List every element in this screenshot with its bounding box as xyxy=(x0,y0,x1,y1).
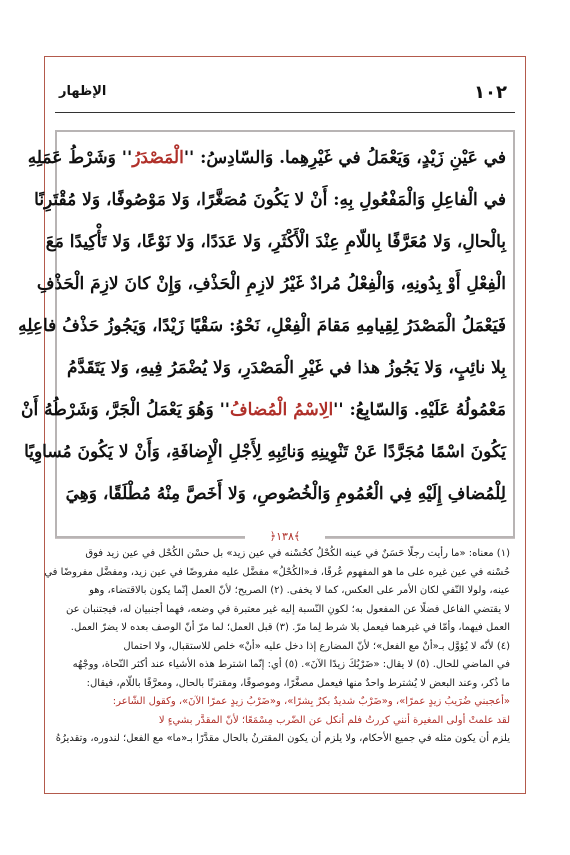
footnote-line: يلزم أن يكون مثله في جميع الأحكام، ولا يلزم أن يكون المقترنُ بالحال مقدَّرًا بـ«ما» مع الفعل؛ لندوره، وتقديرُهُ xyxy=(55,733,510,744)
main-line: في عَيْنِ زَيْدٍ، وَيَعْمَلُ في غَيْرِهِما. وَالسّادِسُ: ''الْمَصْدَرُ'' وَشَرْطُ عَمَلِهِ xyxy=(27,148,506,168)
footnote-line: (١) معناه: «ما رأيت رجلًا حَسَنٌ في عينه الكُحْلُ كحُسْنه في عين زيد» بل حسْن الكُحْل في عين زيد فوق xyxy=(85,548,510,559)
footnote-line-example: «أعجبني ضُرَيبُ زيدٍ عمرًا»، و«ضَرْبٌ شديدٌ بكرٌ بِشرًا»، و«ضَرْبُ زيدٍ عمرًا الآنَ»، وكقول الشّاعر: xyxy=(112,696,510,707)
header-rule xyxy=(55,112,515,113)
footnote-line: ما ذُكر، وعند البعض لا يُشترط واحدٌ منها فيعمل مصغَّرًا، وموصوفًا، ومقترنًا بالحال، ومعرَّفًا باللّام، فيقال: xyxy=(86,677,510,689)
main-line: فَيَعْمَلُ الْمَصْدَرُ لِقِيامِهِ مَقامَ الْفِعْلِ، نَحْوُ: سَقْيًا زَيْدًا، وَيَجُوزُ حَذْفُ فاعِلِهِ xyxy=(18,316,506,336)
page-number: ١٠٢ xyxy=(474,82,507,103)
footnote-line: عينه، ولولا النّفي لكان الأمر على العكس، كما لا يخفى. (٢) الصريح؛ لأنّ العمل إنّما يكون بالاقتضاء، وهو xyxy=(89,585,510,596)
footnote-line: العمل فيهما، وأمّا في غيرهما فيعمل بلا شرط لِما مرّ. (٣) قبل العمل؛ لما مرّ أنّ الوصف بعده لا يضرّ العمل. xyxy=(70,622,510,633)
footnote-line: لا يقتضي الفاعل فضلًا عن المفعول به؛ لكونِ النّسبة إليه غير معتبرة في وضعه، فهما أجنبيان له، فيجتنبان عن xyxy=(65,603,510,615)
page-header xyxy=(55,76,515,112)
main-line: لِلْمُضافِ إِلَيْهِ فِي الْعُمُومِ وَالْخُصُوصِ، وَلا أَخَصَّ مِنْهُ مُطْلَقًا، وَهِيَ xyxy=(65,484,506,504)
highlighted-term: الْمَصْدَرُ xyxy=(132,148,184,168)
running-title: الإظهار xyxy=(59,84,107,99)
main-line: الْفِعْلِ أَوْ بِدُونِهِ، وَالْفِعْلُ مُرادٌ غَيْرُ لازِمِ الْحَذْفِ، وَإِنْ كانَ لازِمَ الْحَذْفِ xyxy=(36,274,506,294)
footnotes xyxy=(44,545,510,785)
main-text xyxy=(18,137,506,533)
page-marker: ﴿١٣٨﴾ xyxy=(245,530,325,546)
footnote-line-verse: لقد علمتْ أولى المغيرة أنني كررتُ فلم أنكل عن الضّرب مِسْمَعًا؛ لأنّ المقدَّر بشيءٍ لا xyxy=(158,714,510,726)
main-line: مَعْمُولُهُ عَلَيْهِ. وَالسّابِعُ: ''الِاسْمُ الْمُضافُ'' وَهُوَ يَعْمَلُ الْجَرَّ، وَشَرْطُهُ أَنْ xyxy=(20,400,506,420)
footnote-line: في الماضي للحال. (٥) لا يقال: «ضَرْبُكَ زيدًا الآنَ». (٥) أي: إنّما اشترط هذه الأشياء عند أكثر النّحاة، ووجْهُه xyxy=(72,659,510,670)
highlighted-term: الِاسْمُ الْمُضافُ xyxy=(230,400,334,420)
main-line: بِالْحالِ، وَلا مُعَرَّفًا بِاللّامِ عِنْدَ الْأَكْثَرِ، وَلا عَدَدًا، وَلا نَوْعًا، وَلا تَأْكِيدًا مَعَ xyxy=(45,232,506,252)
main-line: بِلا نائِبٍ، وَلا يَجُوزُ هذا في غَيْرِ الْمَصْدَرِ، وَلا يُضْمَرُ فِيهِ، وَلا يَتَقَدَّمُ xyxy=(67,358,506,378)
footnote-line: حُسْنه في عين غيره على ما هو المفهوم عُرفًا، فـ«الكُحْلُ» مفضَّل عليه مفروضًا في عين زيد، ومفضَّل مفروضًا في xyxy=(44,566,510,578)
main-line: يَكُونَ اسْمًا مُجَرَّدًا عَنْ تَنْوِينِهِ وَنائِبِهِ لِأَجْلِ الْإِضافَةِ، وَأَنْ لا يَكُونَ مُساوِيًا xyxy=(24,442,506,462)
main-line: في الْفاعِلِ وَالْمَفْعُولِ بِهِ: أَنْ لا يَكُونَ مُصَغَّرًا، وَلا مَوْصُوفًا، وَلا مُقْتَرِنًا xyxy=(34,190,506,210)
footnote-line: (٤) لأنّه لا يُؤوَّل بـ«أنْ مع الفعل»؛ لأنّ المضارع إذا دخل عليه «أنْ» خلص للاستقبال، ولا احتمال xyxy=(123,640,510,652)
